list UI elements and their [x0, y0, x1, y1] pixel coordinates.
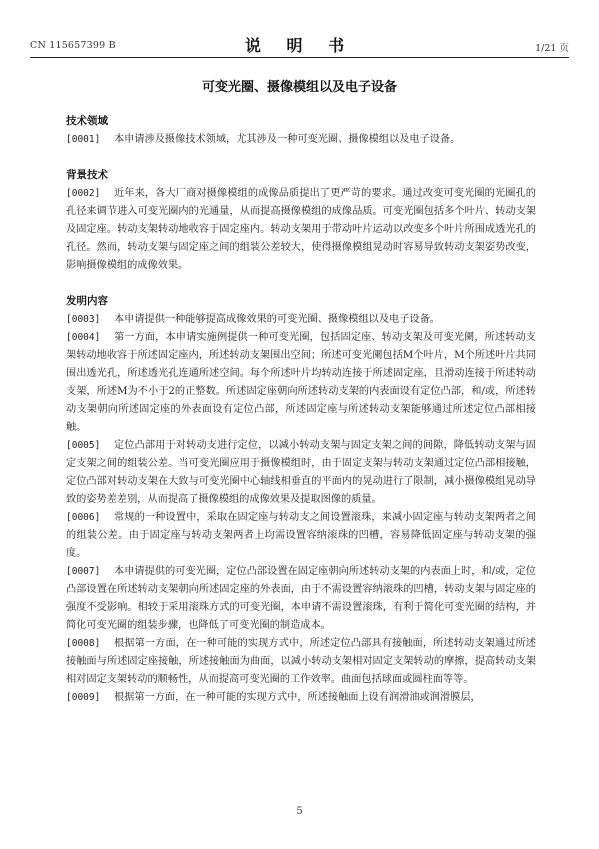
paragraph [66, 437, 536, 509]
paragraph-number: [0006] [66, 512, 101, 523]
paragraph-text: 根据第一方面，在一种可能的实现方式中，所述接触面上设有润滑油或润滑膜层， [114, 692, 481, 703]
document-body [66, 111, 536, 707]
paragraph [66, 509, 536, 563]
section-heading: 发明内容 [66, 295, 108, 307]
document-type-heading: 说 明 书 [244, 36, 355, 55]
header-divider [30, 57, 569, 58]
paragraph [66, 563, 536, 635]
paragraph-text: 本申请提供的可变光圈，定位凸部设置在固定座朝向所述转动支架的内表面上时，和/或，定位凸部设置在所述转动支架朝向所述固定座的外表面，由于不需设置容纳滚珠的凹槽，转动支架与固定座的强度不受影响。相较于采用滚珠方式的可变光圈，本申请不需设置滚珠，有利于简化可变光圈的结构，并简化可变光圈的组装步骤，也降低了可变光圈的制造成本。 [66, 566, 536, 631]
paragraph-text: 常规的一种设置中，采取在固定座与转动支之间设置滚珠，来减小固定座与转动支架两者之间的组装公差。由于固定座与转动支架两者上均需设置容纳滚珠的凹槽，容易降低固定座与转动支架的强度。 [66, 512, 536, 559]
paragraph-number: [0002] [66, 188, 101, 199]
paragraph-text: 定位凸部用于对转动支进行定位，以减小转动支架与固定支架之间的间隙，降低转动支架与固定支架之间的组装公差。当可变光圈应用于摄像模组时，由于固定支架与转动支架通过定位凸部相接触，定位凸部对转动支架在大致与可变光圈中心轴线相垂直的平面内的晃动进行了限制，减小摄像模组晃动导致的姿势差差别，从而提高了摄像模组的成像效果及提取图像的质量。 [66, 440, 536, 505]
page-number: 5 [296, 806, 303, 817]
paragraph-text: 根据第一方面，在一种可能的实现方式中，所述定位凸部具有接触面，所述转动支架通过所述接触面与所述固定座接触，所述接触面为曲面，以减小转动支架相对固定支架转动的摩擦，提高转动支架相对固定支架转动的顺畅性，从而提高可变光圈的工作效率。曲面包括球面或圆柱面等等。 [66, 638, 536, 685]
paragraph-text: 近年来，各大厂商对摄像模组的成像品质提出了更严苛的要求。通过改变可变光圈的光圈孔的孔径来调节进入可变光圈内的光通量，从而提高摄像模组的成像品质。可变光圈包括多个叶片、转动支架及固定座。转动支架转动地收容于固定座内。转动支架用于带动叶片运动以改变多个叶片所围成透光孔的孔径。然而，转动支架与固定座之间的组装公差较大，使得摄像模组晃动时容易导致转动支架姿势改变，影响摄像模组的成像效果。 [66, 188, 536, 271]
page-counter: 1/21 页 [535, 43, 569, 54]
paragraph [66, 311, 536, 329]
paragraph-number: [0005] [66, 440, 101, 451]
paragraph [66, 185, 536, 275]
paragraph-number: [0009] [66, 692, 101, 703]
paragraph-number: [0007] [66, 566, 101, 577]
paragraph [66, 131, 536, 149]
document-title: 可变光圈、摄像模组以及电子设备 [201, 80, 397, 95]
section-heading: 背景技术 [66, 169, 108, 181]
paragraph [66, 635, 536, 689]
paragraph-text: 第一方面，本申请实施例提供一种可变光圈，包括固定座、转动支架及可变光阑，所述转动支架转动地收容于所述固定座内，所述转动支架围出空间；所述可变光阑包括M个叶片，M个所述叶片共同围出透光孔，所述透光孔连通所述空间。每个所述叶片均转动连接于所述固定座，且滑动连接于所述转动支架，所述M为不小于2的正整数。所述固定座朝向所述转动支架的内表面设有定位凸部，和/或，所述转动支架朝向所述固定座的外表面设有定位凸部，所述固定座与所述转动支架能够通过所述定位凸部相接触。 [66, 332, 536, 433]
paragraph [66, 329, 536, 437]
paragraph-text: 本申请涉及摄像技术领域，尤其涉及一种可变光圈、摄像模组以及电子设备。 [114, 134, 461, 145]
paragraph-number: [0004] [66, 332, 101, 343]
paragraph-number: [0008] [66, 638, 101, 649]
paragraph-number: [0001] [66, 134, 101, 145]
paragraph [66, 689, 536, 707]
paragraph-number: [0003] [66, 314, 101, 325]
section-heading: 技术领域 [66, 115, 108, 127]
paragraph-text: 本申请提供一种能够提高成像效果的可变光圈、摄像模组以及电子设备。 [114, 314, 440, 325]
publication-number: CN 115657399 B [30, 40, 116, 51]
